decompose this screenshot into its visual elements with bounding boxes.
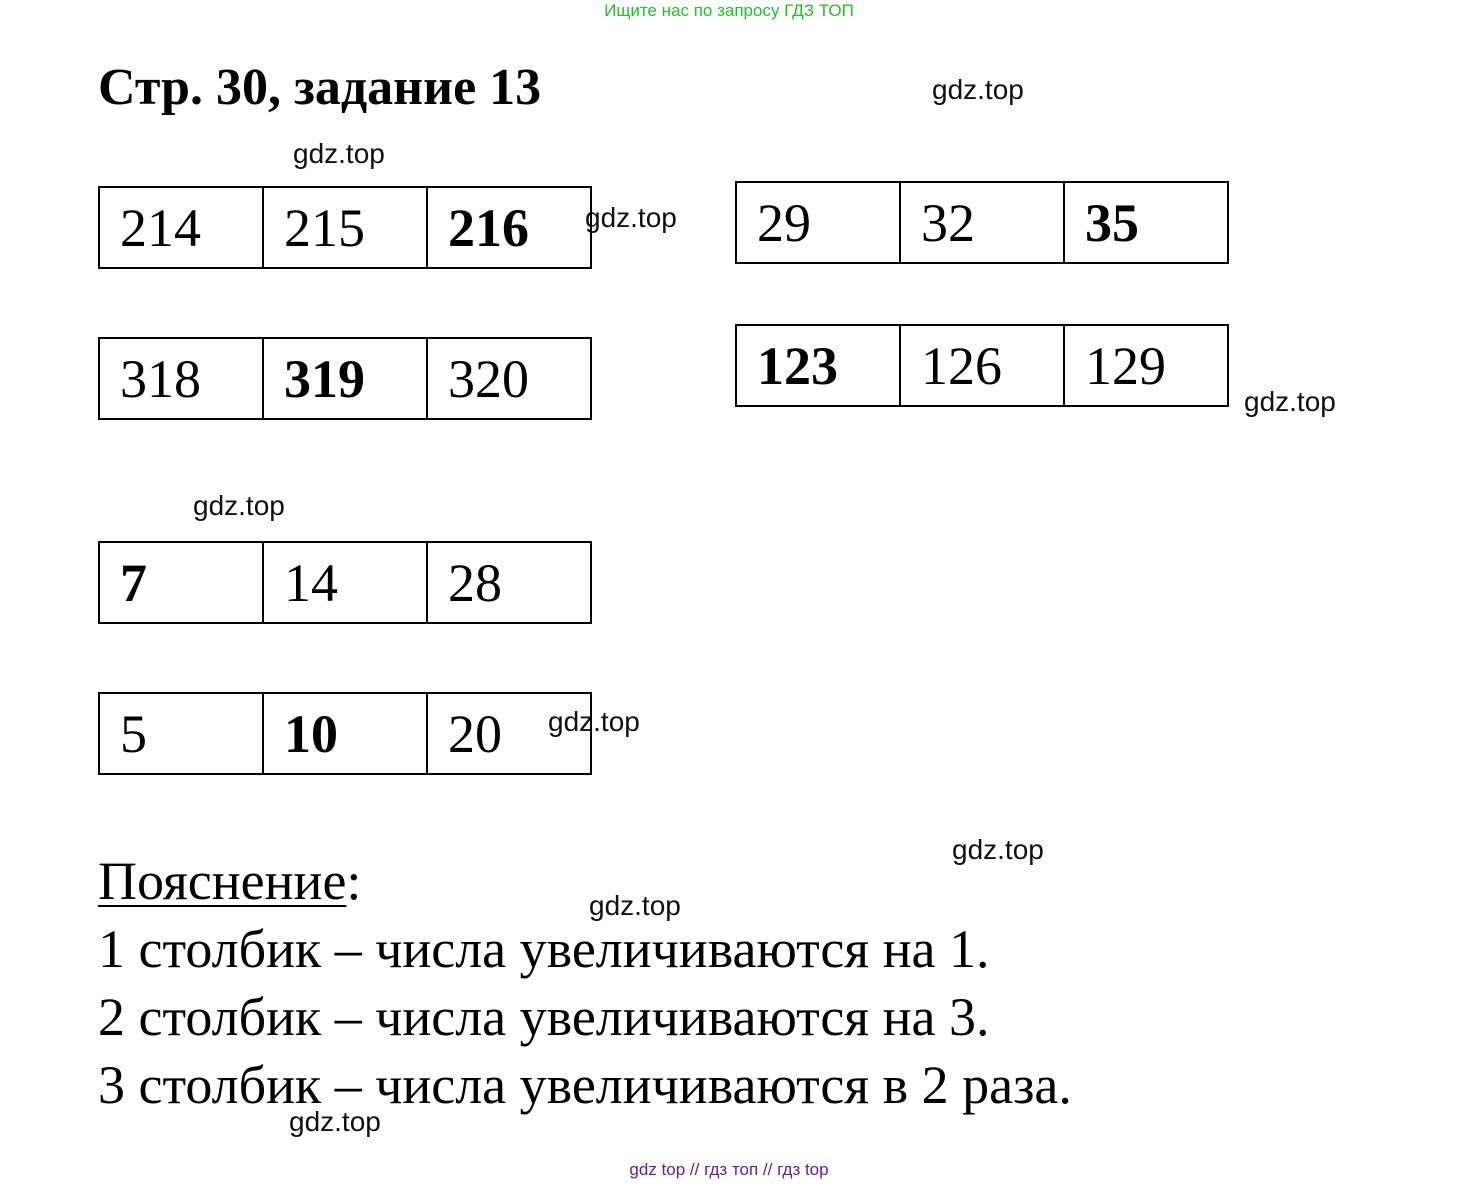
number-table-3 (98, 337, 592, 420)
table-cell: 215 (263, 187, 427, 268)
table-cell: 14 (263, 542, 427, 623)
explanation-heading (98, 850, 361, 912)
table-row (736, 182, 1228, 263)
explanation-line-2: 2 столбик – числа увеличиваются на 3. (98, 987, 990, 1047)
number-table-2 (735, 181, 1229, 264)
table-cell-highlighted: 35 (1064, 182, 1228, 263)
table-cell: 20 (427, 693, 591, 774)
table-cell: 318 (99, 338, 263, 419)
table-cell: 126 (900, 325, 1064, 406)
watermark: gdz.top (1244, 386, 1336, 417)
table-row (99, 338, 591, 419)
top-banner: Ищите нас по запросу ГДЗ ТОП (604, 1, 854, 20)
table-row (99, 693, 591, 774)
table-cell: 29 (736, 182, 900, 263)
table-cell: 28 (427, 542, 591, 623)
table-cell: 32 (900, 182, 1064, 263)
footer-links: gdz top // гдз топ // гдз top (629, 1160, 829, 1179)
watermark: gdz.top (952, 834, 1044, 865)
table-cell: 320 (427, 338, 591, 419)
number-table-6 (98, 692, 592, 775)
number-table-1 (98, 186, 592, 269)
table-cell: 5 (99, 693, 263, 774)
table-cell-highlighted: 7 (99, 542, 263, 623)
watermark: gdz.top (289, 1106, 381, 1137)
explanation-line-1: 1 столбик – числа увеличиваются на 1. (98, 919, 990, 979)
watermark: gdz.top (932, 74, 1024, 105)
table-row (99, 187, 591, 268)
table-cell-highlighted: 10 (263, 693, 427, 774)
table-cell-highlighted: 123 (736, 325, 900, 406)
watermark: gdz.top (293, 138, 385, 169)
table-cell: 129 (1064, 325, 1228, 406)
table-cell-highlighted: 216 (427, 187, 591, 268)
table-cell: 214 (99, 187, 263, 268)
watermark: gdz.top (589, 890, 681, 921)
table-cell-highlighted: 319 (263, 338, 427, 419)
explanation-line-3: 3 столбик – числа увеличиваются в 2 раза. (98, 1055, 1072, 1115)
explanation-colon: : (346, 851, 362, 911)
number-table-4 (735, 324, 1229, 407)
watermark: gdz.top (193, 490, 285, 521)
table-row (736, 325, 1228, 406)
watermark: gdz.top (548, 706, 640, 737)
watermark: gdz.top (585, 202, 677, 233)
page-title: Стр. 30, задание 13 (98, 59, 542, 116)
table-row (99, 542, 591, 623)
explanation-title: Пояснение (98, 851, 347, 911)
number-table-5 (98, 541, 592, 624)
